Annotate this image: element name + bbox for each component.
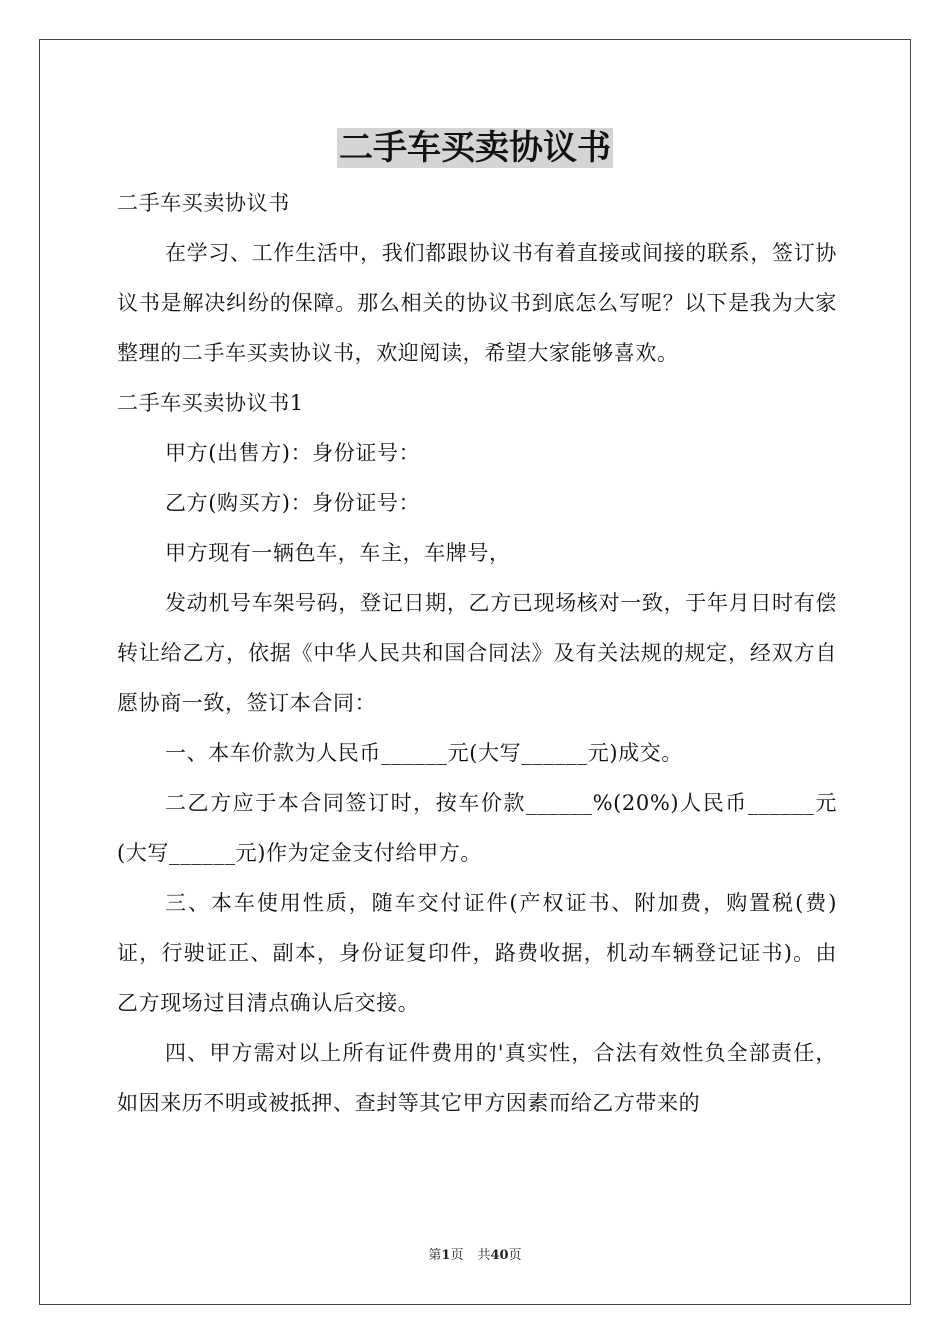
paragraph: 二乙方应于本合同签订时，按车价款______%(20%)人民币______元(大写______元)作为定金支付给甲方。 (117, 791, 837, 865)
paragraph: 乙方(购买方)：身份证号： (165, 491, 421, 515)
paragraph: 在学习、工作生活中，我们都跟协议书有着直接或间接的联系，签订协议书是解决纠纷的保障。那么相关的协议书到底怎么写呢？以下是我为大家整理的二手车买卖协议书，欢迎阅读，希望大家能够喜欢。 (117, 241, 837, 365)
footer-total-prefix: 共 (477, 1248, 491, 1263)
paragraph: 四、甲方需对以上所有证件费用的'真实性，合法有效性负全部责任，如因来历不明或被抵押、查封等其它甲方因素而给乙方带来的 (117, 1041, 837, 1115)
footer-prefix: 第 (428, 1248, 442, 1263)
document-body (117, 178, 837, 1128)
paragraph: 二手车买卖协议书 (117, 191, 290, 215)
paragraph: 发动机号车架号码，登记日期，乙方已现场核对一致，于年月日时有偿转让给乙方，依据《中华人民共和国合同法》及有关法规的规定，经双方自愿协商一致，签订本合同： (117, 591, 837, 715)
total-pages-number: 40 (490, 1248, 509, 1263)
paragraph: 二手车买卖协议书1 (117, 391, 304, 415)
paragraph: 甲方(出售方)：身份证号： (165, 441, 421, 465)
footer-page-suffix: 页 (450, 1248, 464, 1263)
document-title-text: 二手车买卖协议书 (339, 128, 611, 168)
footer-total-suffix: 页 (508, 1248, 522, 1263)
page-footer (0, 1246, 950, 1266)
paragraph: 甲方现有一辆色车，车主，车牌号， (165, 541, 511, 565)
paragraph: 一、本车价款为人民币______元(大写______元)成交。 (165, 741, 683, 765)
current-page-number: 1 (441, 1248, 451, 1263)
paragraph: 三、本车使用性质，随车交付证件(产权证书、附加费，购置税(费)证，行驶证正、副本，身份证复印件，路费收据，机动车辆登记证书)。由乙方现场过目清点确认后交接。 (117, 891, 837, 1015)
document-title (0, 126, 950, 170)
